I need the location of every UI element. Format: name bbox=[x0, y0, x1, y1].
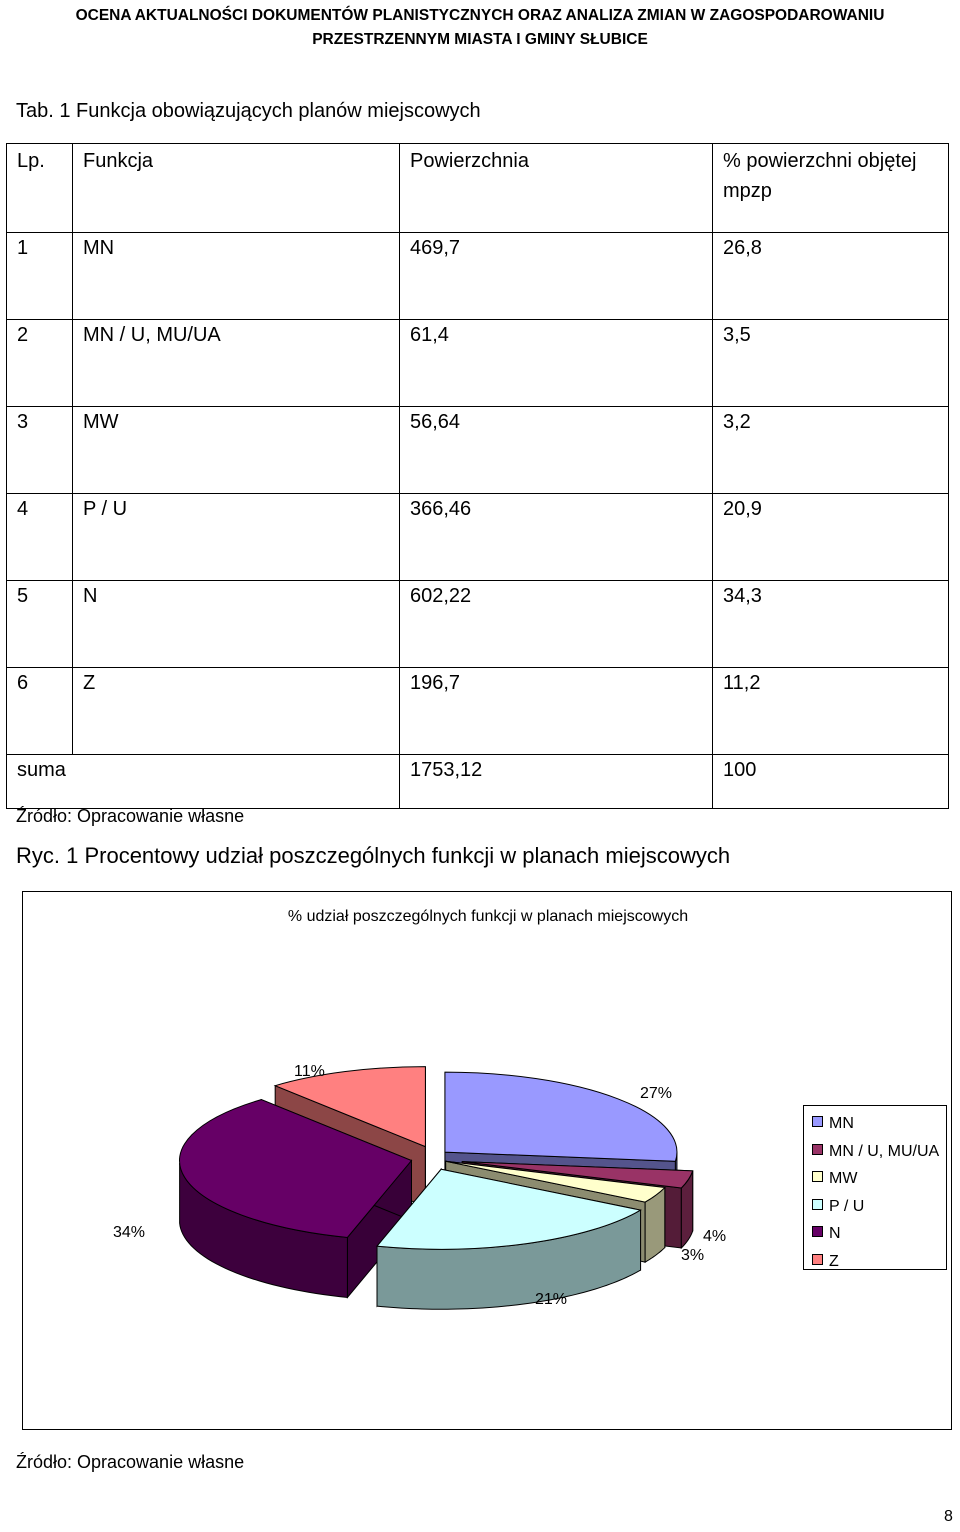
figure-caption: Ryc. 1 Procentowy udział poszczególnych funkcji w planach miejscowych bbox=[16, 843, 731, 868]
table-row bbox=[7, 233, 949, 320]
table-row bbox=[7, 320, 949, 407]
figure-source: Źródło: Opracowanie własne bbox=[16, 1452, 245, 1472]
legend-swatch bbox=[812, 1144, 823, 1155]
cell-powierzchnia: 56,64 bbox=[400, 407, 713, 494]
cell-percent: 11,2 bbox=[713, 668, 949, 755]
cell-lp: 1 bbox=[7, 233, 73, 320]
cell-powierzchnia: 602,22 bbox=[400, 581, 713, 668]
cell-funkcja: Z bbox=[73, 668, 400, 755]
cell-sum-percent: 100 bbox=[713, 755, 949, 809]
legend-swatch bbox=[812, 1226, 823, 1237]
cell-percent: 3,5 bbox=[713, 320, 949, 407]
header-line-1: OCENA AKTUALNOŚCI DOKUMENTÓW PLANISTYCZNYCH ORAZ ANALIZA ZMIAN W ZAGOSPODAROWANIU bbox=[75, 7, 885, 24]
cell-lp: 5 bbox=[7, 581, 73, 668]
legend-label: MW bbox=[829, 1170, 858, 1187]
pie-data-label: 34% bbox=[113, 1224, 146, 1241]
cell-funkcja: P / U bbox=[73, 494, 400, 581]
pie-data-label: 4% bbox=[703, 1228, 727, 1245]
cell-percent: 26,8 bbox=[713, 233, 949, 320]
legend-swatch bbox=[812, 1171, 823, 1182]
col-header-funkcja: Funkcja bbox=[73, 144, 400, 233]
cell-funkcja: N bbox=[73, 581, 400, 668]
legend-label: Z bbox=[829, 1252, 839, 1270]
col-header-lp: Lp. bbox=[7, 144, 73, 233]
cell-percent: 20,9 bbox=[713, 494, 949, 581]
legend-item bbox=[812, 1220, 946, 1248]
document-header bbox=[0, 4, 960, 52]
cell-percent: 34,3 bbox=[713, 581, 949, 668]
legend-label: P / U bbox=[829, 1197, 865, 1215]
table-source: Źródło: Opracowanie własne bbox=[16, 806, 245, 826]
chart-area bbox=[22, 891, 952, 1430]
cell-sum-area: 1753,12 bbox=[400, 755, 713, 809]
cell-lp: 4 bbox=[7, 494, 73, 581]
table-header-row bbox=[7, 144, 949, 233]
cell-powierzchnia: 469,7 bbox=[400, 233, 713, 320]
pie-data-label: 11% bbox=[294, 1063, 325, 1080]
legend-item bbox=[812, 1110, 946, 1138]
page-number: 8 bbox=[944, 1508, 953, 1525]
table-row bbox=[7, 494, 949, 581]
legend-label: MN bbox=[829, 1115, 854, 1132]
legend-item bbox=[812, 1138, 946, 1166]
legend-item bbox=[812, 1165, 946, 1193]
pie-data-label: 3% bbox=[681, 1247, 705, 1264]
table-row bbox=[7, 668, 949, 755]
col-header-powierzchnia: Powierzchnia bbox=[400, 144, 713, 233]
col-header-percent: % powierzchni objętej mpzp bbox=[713, 144, 949, 233]
functions-table bbox=[6, 143, 949, 809]
pie-data-label: 27% bbox=[640, 1085, 673, 1102]
table-row bbox=[7, 407, 949, 494]
legend-item bbox=[812, 1248, 946, 1276]
legend-label: N bbox=[829, 1225, 841, 1242]
cell-powierzchnia: 366,46 bbox=[400, 494, 713, 581]
table-row bbox=[7, 581, 949, 668]
chart-title: % udział poszczególnych funkcji w planach miejscowych bbox=[287, 908, 689, 925]
chart-legend bbox=[803, 1105, 947, 1270]
cell-funkcja: MW bbox=[73, 407, 400, 494]
table-title: Tab. 1 Funkcja obowiązujących planów miejscowych bbox=[16, 100, 481, 122]
pie-data-label: 21% bbox=[535, 1291, 568, 1308]
legend-label: MN / U, MU/UA bbox=[829, 1142, 940, 1160]
cell-powierzchnia: 61,4 bbox=[400, 320, 713, 407]
cell-funkcja: MN / U, MU/UA bbox=[73, 320, 400, 407]
cell-powierzchnia: 196,7 bbox=[400, 668, 713, 755]
cell-lp: 6 bbox=[7, 668, 73, 755]
cell-funkcja: MN bbox=[73, 233, 400, 320]
header-line-2: PRZESTRZENNYM MIASTA I GMINY SŁUBICE bbox=[312, 31, 648, 48]
legend-swatch bbox=[812, 1199, 823, 1210]
table-sum-row bbox=[7, 755, 949, 809]
legend-item bbox=[812, 1193, 946, 1221]
cell-lp: 3 bbox=[7, 407, 73, 494]
cell-lp: 2 bbox=[7, 320, 73, 407]
cell-percent: 3,2 bbox=[713, 407, 949, 494]
legend-swatch bbox=[812, 1116, 823, 1127]
cell-sum-label: suma bbox=[7, 755, 400, 809]
legend-swatch bbox=[812, 1254, 823, 1265]
